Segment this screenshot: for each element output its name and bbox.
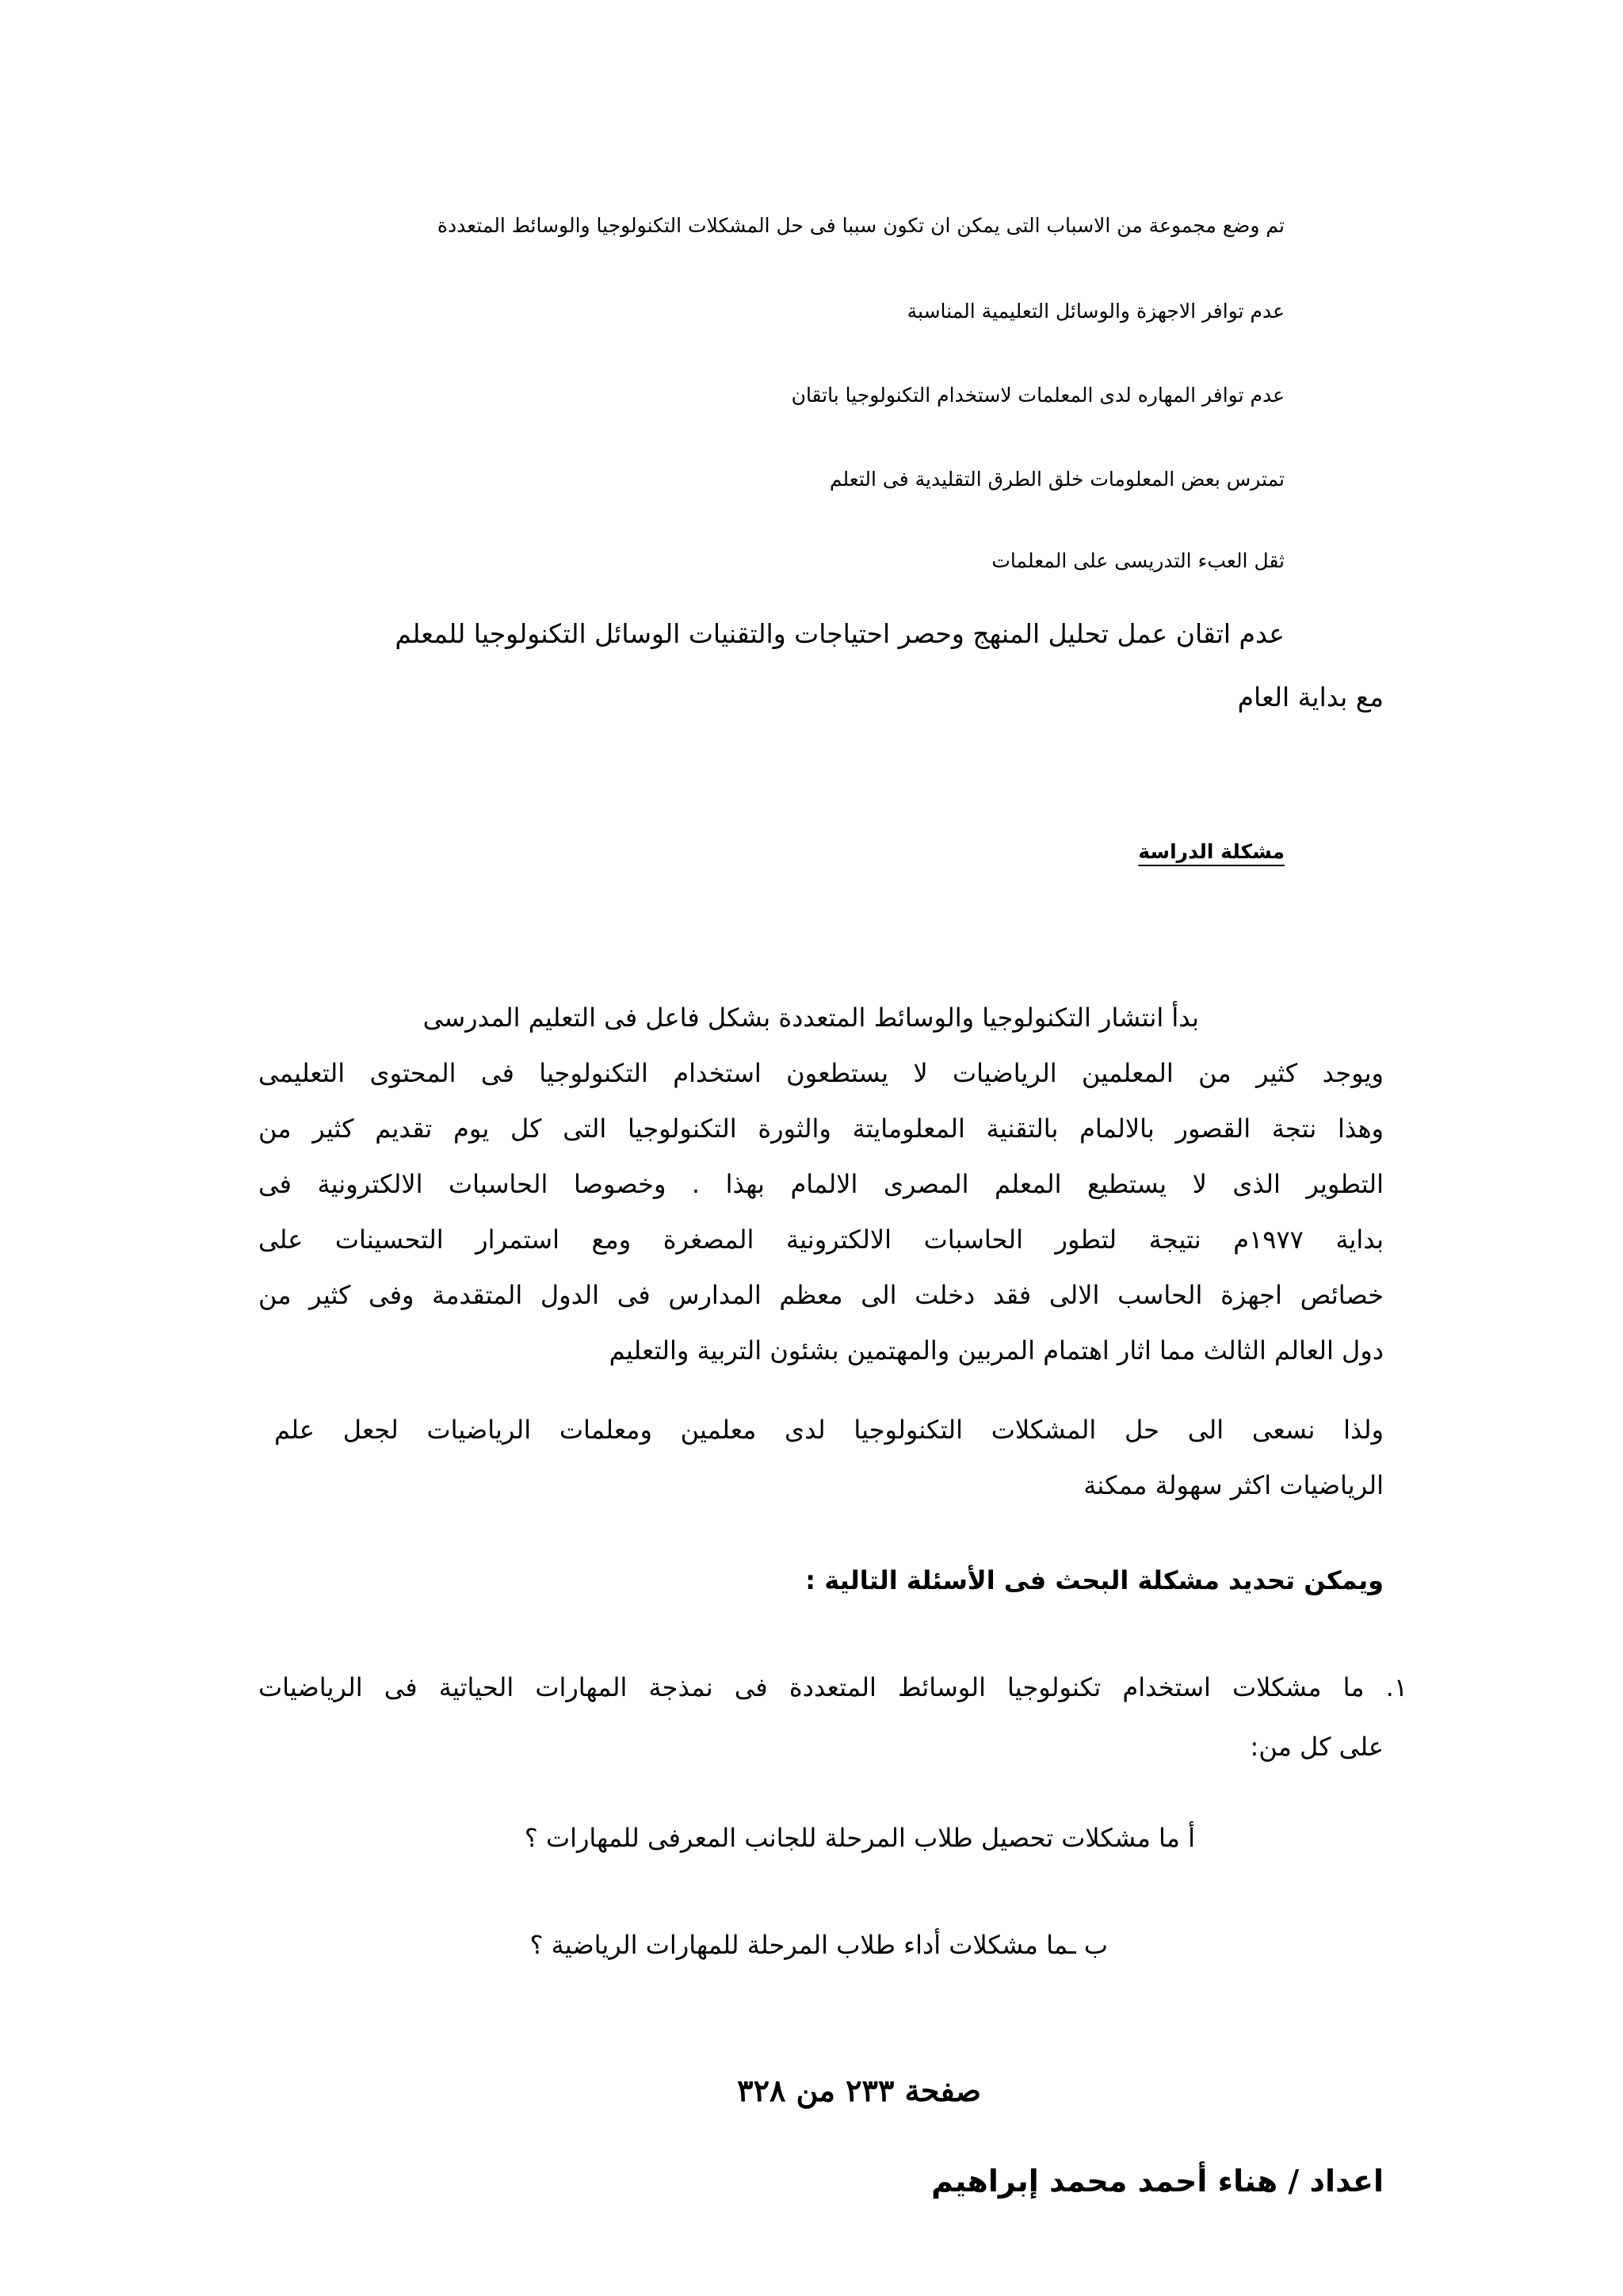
reason-last-line-1: عدم اتقان عمل تحليل المنهج وحصر احتياجات والتقنيات الوسائل التكنولوجيا للمعلم [395,618,1285,649]
paragraph-line: خصائص اجهزة الحاسب الالى فقد دخلت الى معظم المدارس فى الدول المتقدمة وفى كثير من [258,1280,1384,1310]
reason-item: ثقل العبء التدريسى على المعلمات [991,549,1285,572]
question-line: على كل من: [1250,1732,1384,1762]
paragraph-line: ويوجد كثير من المعلمين الرياضيات لا يستطعون استخدام التكنولوجيا فى المحتوى التعليمى [258,1058,1384,1088]
paragraph-line: التطوير الذى لا يستطيع المعلم المصرى الالمام بهذا . وخصوصا الحاسبات الالكترونية فى [258,1169,1384,1199]
question-line: ١. ما مشكلات استخدام تكنولوجيا الوسائط المتعددة فى نمذجة المهارات الحياتية فى الرياضيات [258,1672,1407,1702]
reasons-intro: تم وضع مجموعة من الاسباب التى يمكن ان تكون سببا فى حل المشكلات التكنولوجيا والوسائط المتعددة [437,214,1285,237]
page-number: صفحة ٢٣٣ من ٣٢٨ [737,2073,981,2108]
paragraph-line: وهذا نتجة القصور بالالمام بالتقنية المعلومايتة والثورة التكنولوجيا التى كل يوم تقديم كثير من [258,1114,1384,1144]
paragraph-line: الرياضيات اكثر سهولة ممكنة [1083,1470,1384,1500]
author-credit: اعداد / هناء أحمد محمد إبراهيم [931,2164,1384,2199]
sub-question-b: ب ـما مشكلات أداء طلاب المرحلة للمهارات الرياضية ؟ [529,1930,1108,1960]
reason-item: عدم توافر المهاره لدى المعلمات لاستخدام التكنولوجيا باتقان [791,384,1285,407]
paragraph-line: بدأ انتشار التكنولوجيا والوسائط المتعددة بشكل فاعل فى التعليم المدرسى [422,1003,1199,1033]
reason-item: عدم توافر الاجهزة والوسائل التعليمية المناسبة [907,300,1285,323]
reason-last-line-2: مع بداية العام [1237,682,1384,712]
sub-question-a: أ ما مشكلات تحصيل طلاب المرحلة للجانب المعرفى للمهارات ؟ [524,1823,1195,1853]
reason-item: تمترس بعض المعلومات خلق الطرق التقليدية فى التعلم [829,468,1285,491]
section-heading: مشكلة الدراسة [1138,840,1285,863]
questions-heading: ويمكن تحديد مشكلة البحث فى الأسئلة التالية : [805,1565,1384,1595]
paragraph-line: دول العالم الثالث مما اثار اهتمام المربين والمهتمين بشئون التربية والتعليم [609,1335,1384,1366]
paragraph-line: بداية ١٩٧٧م نتيجة لتطور الحاسبات الالكترونية المصغرة ومع استمرار التحسينات على [258,1224,1384,1255]
paragraph-line: ولذا نسعى الى حل المشكلات التكنولوجيا لدى معلمين ومعلمات الرياضيات لجعل علم [274,1415,1384,1445]
